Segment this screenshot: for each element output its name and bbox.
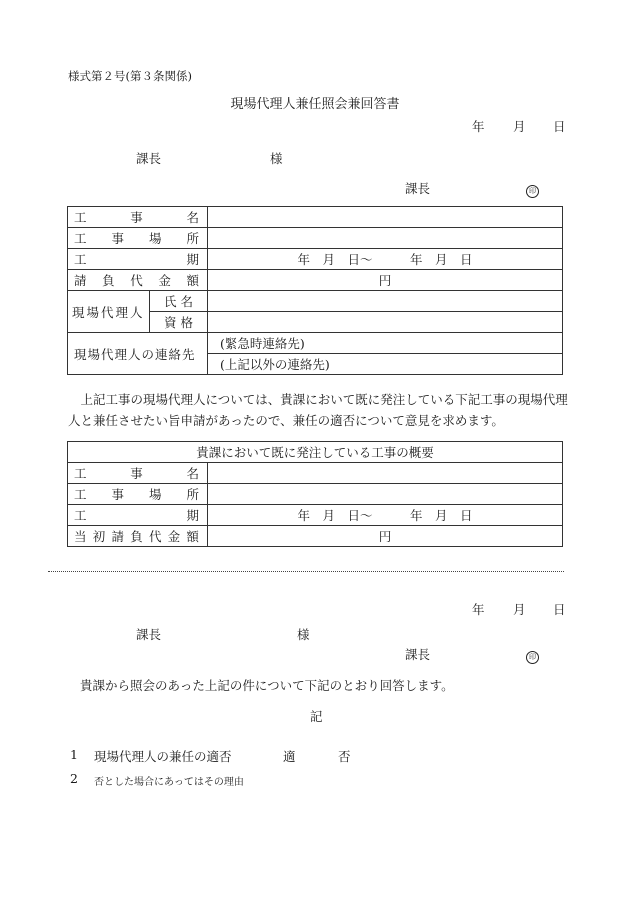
item2-text: 否とした場合にあってはその理由 bbox=[94, 777, 244, 788]
reply-date-day: 日 bbox=[553, 602, 566, 617]
sender-title: 課長 bbox=[405, 181, 431, 196]
date-year: 年 bbox=[472, 119, 485, 134]
label-initial-contract-amount: 当 初 請 負 代 金 額 bbox=[68, 526, 208, 547]
reply-sender-title: 課長 bbox=[405, 647, 431, 662]
table-row bbox=[68, 207, 563, 228]
table-row bbox=[68, 270, 563, 291]
value-construction-place[interactable] bbox=[208, 228, 563, 249]
label-existing-place: 工 事 場 所 bbox=[68, 484, 208, 505]
reply-date-month: 月 bbox=[513, 602, 526, 617]
label-agent-qualification: 資 格 bbox=[150, 312, 208, 333]
reply-addressee-title: 課長 bbox=[136, 627, 162, 642]
reply-statement: 貴課から照会のあった上記の件について下記のとおり回答します。 bbox=[80, 678, 454, 693]
seal-icon: 印 bbox=[526, 651, 539, 664]
inquiry-table bbox=[67, 206, 563, 375]
label-construction-name: 工 事 名 bbox=[68, 207, 208, 228]
value-initial-contract-amount[interactable]: 円 bbox=[208, 526, 563, 547]
date-day: 日 bbox=[553, 119, 566, 134]
item1-text: 現場代理人の兼任の適否 bbox=[94, 749, 232, 764]
table-row bbox=[68, 228, 563, 249]
label-agent-name: 氏 名 bbox=[150, 291, 208, 312]
label-construction-period: 工 期 bbox=[68, 249, 208, 270]
table-row bbox=[68, 484, 563, 505]
label-site-agent: 現場代理人 bbox=[68, 291, 150, 333]
value-agent-name[interactable] bbox=[208, 291, 563, 312]
value-emergency-contact[interactable]: (緊急時連絡先) bbox=[208, 333, 563, 354]
existing-construction-table bbox=[67, 441, 563, 547]
addressee-suffix: 様 bbox=[270, 151, 283, 166]
label-agent-contact: 現場代理人の連絡先 bbox=[68, 333, 208, 375]
value-agent-qualification[interactable] bbox=[208, 312, 563, 333]
table-row bbox=[68, 463, 563, 484]
table-header-row bbox=[68, 442, 563, 463]
form-number: 様式第２号(第３条関係) bbox=[68, 69, 192, 83]
inquiry-paragraph: 上記工事の現場代理人については、貴課において既に発注している下記工事の現場代理人と兼任させたい旨申請があったので、兼任の適否について意見を求めます。 bbox=[68, 392, 568, 428]
value-existing-name[interactable] bbox=[208, 463, 563, 484]
value-construction-name[interactable] bbox=[208, 207, 563, 228]
table-row bbox=[68, 526, 563, 547]
item1-option-ok[interactable]: 適 bbox=[283, 749, 296, 764]
value-contract-amount[interactable]: 円 bbox=[208, 270, 563, 291]
value-construction-period[interactable]: 年 月 日～ 年 月 日 bbox=[208, 249, 563, 270]
label-existing-period: 工 期 bbox=[68, 505, 208, 526]
label-contract-amount: 請 負 代 金 額 bbox=[68, 270, 208, 291]
seal-icon: 印 bbox=[526, 185, 539, 198]
table-row bbox=[68, 291, 563, 312]
seal-mark bbox=[526, 181, 539, 198]
document-title: 現場代理人兼任照会兼回答書 bbox=[230, 97, 400, 112]
reply-seal-mark bbox=[526, 647, 539, 664]
value-other-contact[interactable]: (上記以外の連絡先) bbox=[208, 354, 563, 375]
label-existing-name: 工 事 名 bbox=[68, 463, 208, 484]
value-existing-period[interactable]: 年 月 日～ 年 月 日 bbox=[208, 505, 563, 526]
label-construction-place: 工 事 場 所 bbox=[68, 228, 208, 249]
addressee-title: 課長 bbox=[136, 151, 162, 166]
table-row bbox=[68, 249, 563, 270]
table-row bbox=[68, 505, 563, 526]
item2-number: 2 bbox=[70, 771, 78, 786]
reply-date-year: 年 bbox=[472, 602, 485, 617]
table-row bbox=[68, 333, 563, 354]
cut-line-divider bbox=[48, 571, 564, 572]
item1-option-ng[interactable]: 否 bbox=[338, 749, 351, 764]
reply-addressee-suffix: 様 bbox=[297, 627, 310, 642]
item1-number: 1 bbox=[70, 747, 78, 762]
date-month: 月 bbox=[513, 119, 526, 134]
existing-construction-header: 貴課において既に発注している工事の概要 bbox=[68, 442, 563, 463]
value-existing-place[interactable] bbox=[208, 484, 563, 505]
ki-label: 記 bbox=[310, 709, 323, 724]
